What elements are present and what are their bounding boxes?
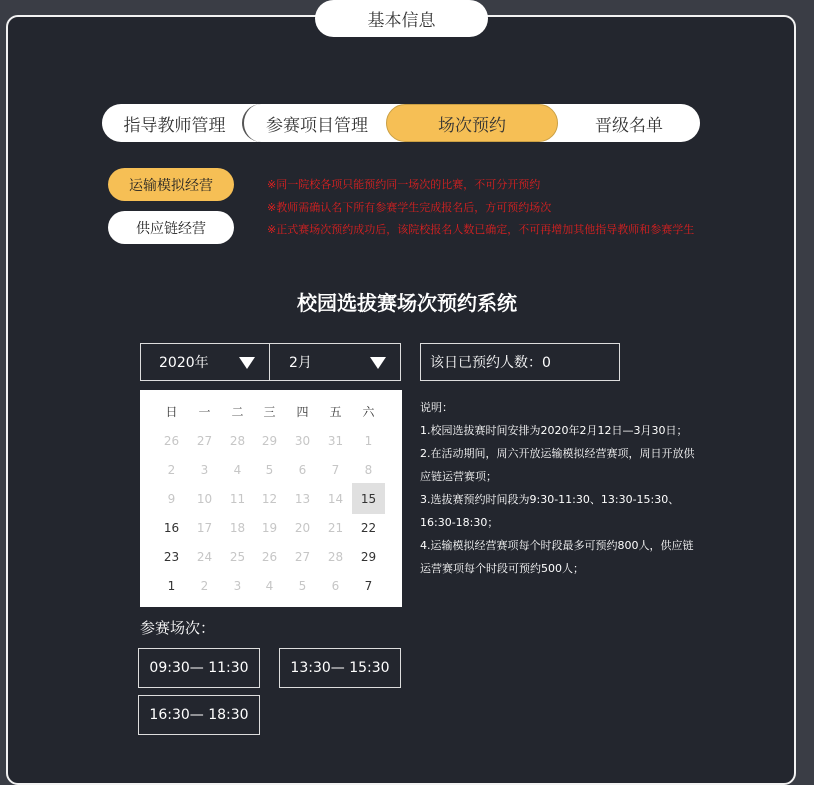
calendar-day: 27 bbox=[294, 549, 311, 564]
calendar-day: 26 bbox=[261, 549, 278, 564]
month-value: 2月 bbox=[289, 355, 312, 371]
calendar-day: 21 bbox=[327, 520, 344, 535]
supply-chain-button[interactable]: 供应链经营 bbox=[108, 211, 234, 244]
section-title-tab[interactable]: 基本信息 bbox=[315, 0, 488, 37]
calendar-day: 7 bbox=[331, 462, 340, 477]
calendar-day: 6 bbox=[298, 462, 307, 477]
calendar-day: 10 bbox=[196, 491, 213, 506]
calendar-day[interactable]: 22 bbox=[360, 520, 377, 535]
calendar-day: 6 bbox=[331, 578, 340, 593]
calendar-weekday: 四 bbox=[296, 405, 309, 419]
calendar-day[interactable]: 15 bbox=[352, 483, 385, 514]
calendar-day: 12 bbox=[261, 491, 278, 506]
page-title: 校园选拔赛场次预约系统 bbox=[297, 291, 517, 315]
calendar-weekday: 六 bbox=[362, 405, 375, 419]
calendar-day: 17 bbox=[196, 520, 213, 535]
calendar-day: 14 bbox=[327, 491, 344, 506]
calendar-day: 5 bbox=[298, 578, 307, 593]
calendar-day: 29 bbox=[261, 433, 278, 448]
tab-promotion-list[interactable]: 晋级名单 bbox=[595, 115, 663, 136]
session-slot-morning[interactable]: 09:30— 11:30 bbox=[138, 648, 260, 688]
calendar-weekday: 五 bbox=[329, 405, 342, 419]
tab-project-management[interactable]: 参赛项目管理 bbox=[242, 104, 390, 142]
description-line: 2.在活动期间，周六开放运输模拟经营赛项，周日开放供应链运营赛项； bbox=[420, 447, 695, 483]
calendar-day: 9 bbox=[167, 491, 176, 506]
calendar-day: 13 bbox=[294, 491, 311, 506]
calendar-day: 25 bbox=[229, 549, 246, 564]
tab-session-booking[interactable]: 场次预约 bbox=[386, 104, 558, 142]
calendar-day: 24 bbox=[196, 549, 213, 564]
calendar-weekday: 日 bbox=[165, 405, 178, 419]
calendar-day: 19 bbox=[261, 520, 278, 535]
calendar-day: 20 bbox=[294, 520, 311, 535]
caret-down-icon bbox=[239, 357, 255, 369]
calendar-day[interactable]: 1 bbox=[167, 578, 176, 593]
calendar-day: 4 bbox=[265, 578, 274, 593]
calendar-day: 31 bbox=[327, 433, 344, 448]
description-line: 4.运输模拟经营赛项每个时段最多可预约800人，供应链运营赛项每个时段可预约500人； bbox=[420, 539, 694, 575]
calendar-day: 30 bbox=[294, 433, 311, 448]
calendar bbox=[140, 390, 402, 607]
session-slot-afternoon[interactable]: 13:30— 15:30 bbox=[279, 648, 401, 688]
session-label: 参赛场次： bbox=[140, 619, 216, 637]
calendar-day: 5 bbox=[265, 462, 274, 477]
transport-sim-button[interactable]: 运输模拟经营 bbox=[108, 168, 234, 201]
calendar-day: 28 bbox=[229, 433, 246, 448]
calendar-day: 3 bbox=[233, 578, 242, 593]
calendar-day[interactable]: 29 bbox=[360, 549, 377, 564]
booked-count: 该日已预约人数：0 bbox=[420, 343, 620, 381]
calendar-day: 3 bbox=[200, 462, 209, 477]
note-line: ※同一院校各项只能预约同一场次的比赛，不可分开预约 bbox=[267, 178, 541, 191]
calendar-weekday: 三 bbox=[263, 405, 276, 419]
year-select[interactable] bbox=[140, 343, 270, 381]
calendar-weekday: 二 bbox=[231, 405, 244, 419]
year-value: 2020年 bbox=[159, 355, 209, 371]
calendar-day: 2 bbox=[200, 578, 209, 593]
calendar-day: 8 bbox=[364, 462, 373, 477]
note-line: ※正式赛场次预约成功后，该院校报名人数已确定，不可再增加其他指导教师和参赛学生 bbox=[267, 223, 695, 236]
note-line: ※教师需确认名下所有参赛学生完成报名后，方可预约场次 bbox=[267, 200, 552, 214]
session-slot-evening[interactable]: 16:30— 18:30 bbox=[138, 695, 260, 735]
tab-teacher-management[interactable]: 指导教师管理 bbox=[123, 115, 226, 136]
calendar-day: 1 bbox=[364, 433, 373, 448]
calendar-day: 26 bbox=[163, 433, 180, 448]
caret-down-icon bbox=[370, 357, 386, 369]
calendar-day: 11 bbox=[229, 491, 246, 506]
month-select[interactable] bbox=[269, 343, 401, 381]
calendar-day: 27 bbox=[196, 433, 213, 448]
description-heading: 说明： bbox=[420, 401, 453, 414]
description-line: 1.校园选拔赛时间安排为2020年2月12日—3月30日； bbox=[420, 424, 688, 437]
calendar-day: 2 bbox=[167, 462, 176, 477]
booking-notes bbox=[267, 174, 712, 242]
calendar-day[interactable]: 16 bbox=[163, 520, 180, 535]
description-line: 3.选拔赛预约时间段为9:30-11:30、13:30-15:30、16:30-18:30； bbox=[420, 493, 680, 529]
description bbox=[420, 396, 700, 580]
tab-bar bbox=[102, 104, 700, 142]
calendar-day: 4 bbox=[233, 462, 242, 477]
calendar-day: 28 bbox=[327, 549, 344, 564]
calendar-day[interactable]: 7 bbox=[364, 578, 373, 593]
calendar-day: 18 bbox=[229, 520, 246, 535]
calendar-day[interactable]: 23 bbox=[163, 549, 180, 564]
calendar-weekday: 一 bbox=[198, 405, 211, 419]
